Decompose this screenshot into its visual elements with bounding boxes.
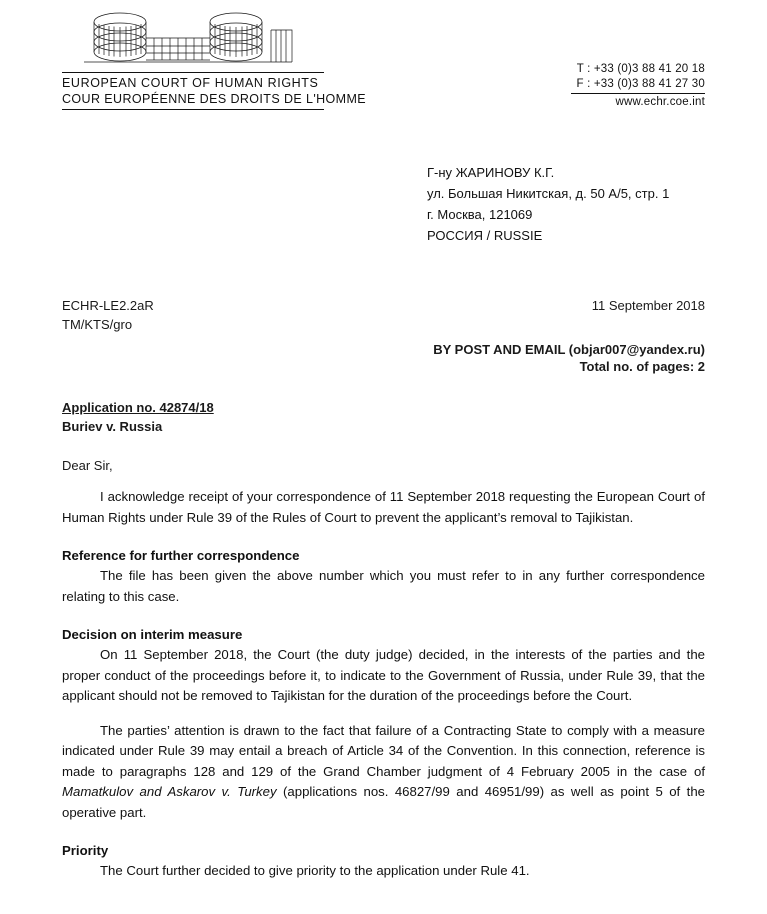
logo-divider-top [62,72,324,73]
application-number: Application no. 42874/18 [62,400,214,415]
case-title: Buriev v. Russia [62,419,163,434]
addressee-line-3: г. Москва, 121069 [427,207,533,222]
org-name-en: EUROPEAN COURT OF HUMAN RIGHTS [62,76,319,90]
paragraph-attention [62,721,705,824]
telephone-line: T : +33 (0)3 88 41 20 18 [576,63,705,75]
echr-logo-block [62,8,367,110]
reference-codes [62,296,154,334]
addressee-line-4: РОССИЯ / RUSSIE [427,228,543,243]
reference-code: ECHR-LE2.2aR [62,298,154,313]
contact-divider [571,93,705,94]
letter-date: 11 September 2018 [591,298,705,313]
case-block [62,398,705,436]
delivery-method: BY POST AND EMAIL (objar007@yandex.ru) [433,342,705,357]
paragraph-decision: On 11 September 2018, the Court (the duty judge) decided, in the interests of the parties and the proper conduct of the proceedings before it, to indicate to the Government of Russia, under Rule 39, that the applicant should not be removed to Tajikistan for the duration of the proceedings before the Court. [62,647,705,703]
page-count: Total no. of pages: 2 [579,359,705,374]
heading-reference-for-correspondence: Reference for further correspondence [62,548,300,563]
addressee-line-1: Г-ну ЖАРИНОВУ К.Г. [427,165,555,180]
org-name-fr: COUR EUROPÉENNE DES DROITS DE L'HOMME [62,92,367,106]
heading-priority: Priority [62,843,109,858]
attention-text-part1: The parties’ attention is drawn to the fact that failure of a Contracting State to comply with a measure indicated under Rule 39 may entail a breach of Article 34 of the Convention. In this connection, reference is made to paragraphs 128 and 129 of the Grand Chamber judgment of 4 February 2005 in the case of [62,722,705,779]
reference-block [62,296,705,334]
addressee-block [427,162,705,246]
website-line: www.echr.coe.int [615,96,705,108]
letterhead [62,0,705,118]
paragraph-priority: The Court further decided to give priority to the application under Rule 41. [100,863,530,878]
heading-decision-interim-measure: Decision on interim measure [62,627,243,642]
addressee-line-2: ул. Большая Никитская, д. 50 А/5, стр. 1 [427,186,670,201]
paragraph-reference: The file has been given the above number which you must refer to in any further correspondence relating to this case. [62,568,705,604]
salutation: Dear Sir, [62,458,113,473]
reference-initials: TM/KTS/gro [62,317,133,332]
contact-details [571,62,705,110]
attention-case-citation: Mamatkulov and Askarov v. Turkey [62,784,277,799]
paragraph-intro: I acknowledge receipt of your correspondence of 11 September 2018 requesting the European Court of Human Rights under Rule 39 of the Rules of Court to prevent the applicant’s removal to Tajikistan. [62,489,705,525]
echr-building-icon [76,8,316,70]
logo-divider-bottom [62,109,324,110]
fax-line: F : +33 (0)3 88 41 27 30 [576,78,705,90]
attention-text-part2: (applications nos. 46827/99 and 46951/99) as well as point 5 of the operative part. [62,784,705,820]
